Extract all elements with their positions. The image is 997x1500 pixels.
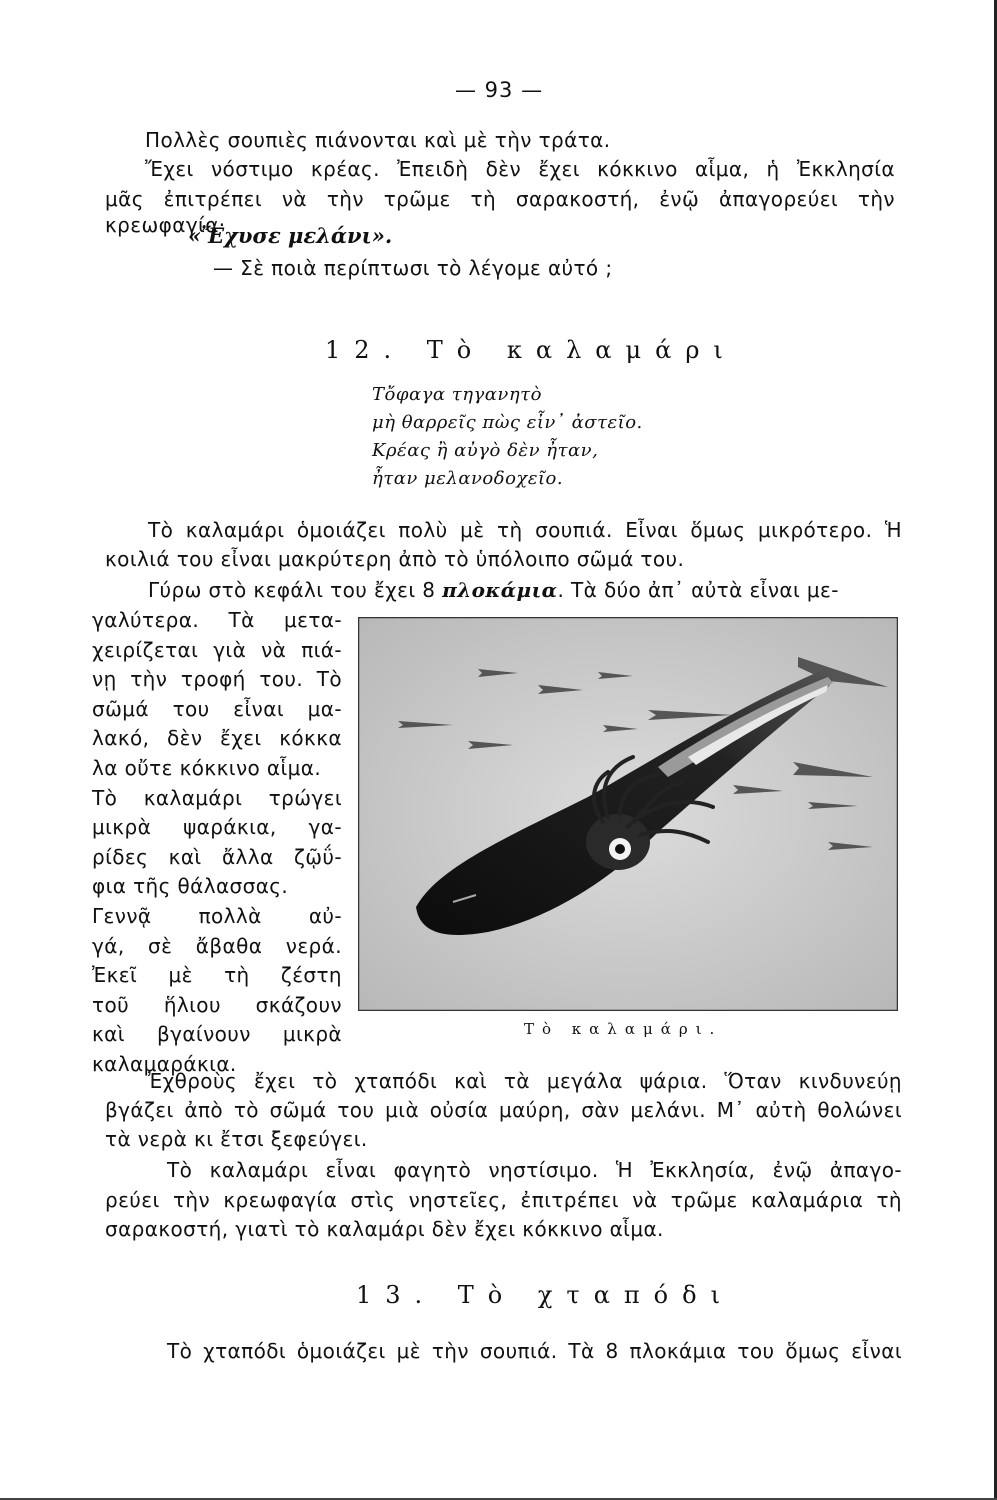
section-13-heading: 13. Τὸ χταπόδι	[356, 1281, 734, 1309]
para3-line-2: βγάζει ἀπὸ τὸ σῶμά του μιὰ οὐσία μαύρη, σὰν μελάνι. Μ᾽ αὐτὴ θολώνει	[105, 1098, 902, 1122]
poem-line-1: Τὄφαγα τηγανητὸ	[372, 384, 542, 405]
para2-line-1: Γύρω στὸ κεφάλι του ἔχει 8 πλοκάμια. Τὰ δύο ἀπ᾽ αὐτὰ εἶναι με-	[148, 578, 839, 602]
wrapped-line: Τὸ καλαμάρι τρώγει	[92, 785, 342, 810]
wrapped-line: Ἐκεῖ μὲ τὴ ζέστη	[92, 963, 342, 988]
wrapped-line: γαλύτερα. Τὰ μετα-	[92, 608, 342, 632]
wrapped-line: φια τῆς θάλασσας.	[92, 874, 289, 899]
wrapped-line: ρίδες καὶ ἄλλα ζῷΰ-	[92, 844, 342, 869]
wrapped-line: σῶμά του εἶναι μα-	[92, 696, 342, 721]
wrapped-line: τοῦ ἥλιου σκάζουν	[92, 992, 342, 1017]
para3-line-1: Ἐχθροὺς ἔχει τὸ χταπόδι καὶ τὰ μεγάλα ψάρια. Ὅταν κινδυνεύῃ	[148, 1069, 902, 1093]
wrapped-line: γά, σὲ ἄβαθα νερά.	[92, 933, 342, 958]
intro-line-3: μᾶς ἐπιτρέπει νὰ τὴν τρῶμε τὴ σαρακοστή, ἐνῷ ἀπαγορεύει τὴν κρεωφαγία·	[105, 187, 895, 237]
section-12-heading: 12. Τὸ καλαμάρι	[325, 336, 737, 364]
para1-line-1: Τὸ καλαμάρι ὁμοιάζει πολὺ μὲ τὴ σουπιά. Εἶναι ὅμως μικρότερο. Ἡ	[148, 518, 902, 542]
intro-quote: «Ἔχυσε μελάνι».	[188, 223, 393, 248]
poem-line-4: ἦταν μελανοδοχεῖο.	[372, 468, 564, 489]
intro-line-1: Πολλὲς σουπιὲς πιάνονται καὶ μὲ τὴν τράτα.	[145, 128, 611, 152]
poem-line-3: Κρέας ἢ αὐγὸ δὲν ἦταν,	[372, 440, 599, 461]
para1-line-2: κοιλιά του εἶναι μακρύτερη ἀπὸ τὸ ὑπόλοιπο σῶμά του.	[105, 547, 685, 571]
wrapped-line: καὶ βγαίνουν μικρὰ	[92, 1022, 342, 1047]
intro-question: — Σὲ ποιὰ περίπτωσι τὸ λέγομε αὐτό ;	[213, 256, 613, 280]
wrapped-line: νῃ τὴν τροφή του. Τὸ	[92, 667, 342, 692]
poem-line-2: μὴ θαρρεῖς πὼς εἶν᾽ ἀστεῖο.	[372, 412, 643, 433]
squid-illustration	[358, 617, 898, 1011]
wrapped-line: καλαμαράκια.	[92, 1051, 237, 1076]
para3-line-3: τὰ νερὰ κι ἔτσι ξεφεύγει.	[105, 1127, 368, 1151]
wrapped-line: λα οὔτε κόκκινο αἷμα.	[92, 755, 322, 780]
wrapped-line: Γεννᾷ πολλὰ αὐ-	[92, 903, 342, 928]
wrapped-text-column	[92, 606, 342, 1080]
para4-line-3: σαρακοστή, γιατὶ τὸ καλαμάρι δὲν ἔχει κόκκινο αἷμα.	[105, 1217, 664, 1241]
wrapped-line: μικρὰ ψαράκια, γα-	[92, 815, 342, 840]
term-plokamia: πλοκάμια	[442, 578, 558, 602]
para4-line-2: ρεύει τὴν κρεωφαγία στὶς νηστεῖες, ἐπιτρέπει νὰ τρῶμε καλαμάρια τὴ	[105, 1188, 902, 1212]
page-number: — 93 —	[455, 78, 544, 102]
wrapped-line: λακό, δὲν ἔχει κόκκα	[92, 726, 342, 751]
section13-para1-line-1: Τὸ χταπόδι ὁμοιάζει μὲ τὴν σουπιά. Τὰ 8 πλοκάμια του ὅμως εἶναι	[167, 1339, 902, 1363]
figure-caption: Τὸ καλαμάρι.	[524, 1020, 723, 1038]
wrapped-line: χειρίζεται γιὰ νὰ πιά-	[92, 637, 342, 662]
para4-line-1: Τὸ καλαμάρι εἶναι φαγητὸ νηστίσιμο. Ἡ Ἐκκλησία, ἐνῷ ἀπαγο-	[167, 1158, 902, 1182]
intro-line-2: Ἔχει νόστιμο κρέας. Ἐπειδὴ δὲν ἔχει κόκκινο αἷμα, ἡ Ἐκκλησία	[145, 157, 895, 181]
